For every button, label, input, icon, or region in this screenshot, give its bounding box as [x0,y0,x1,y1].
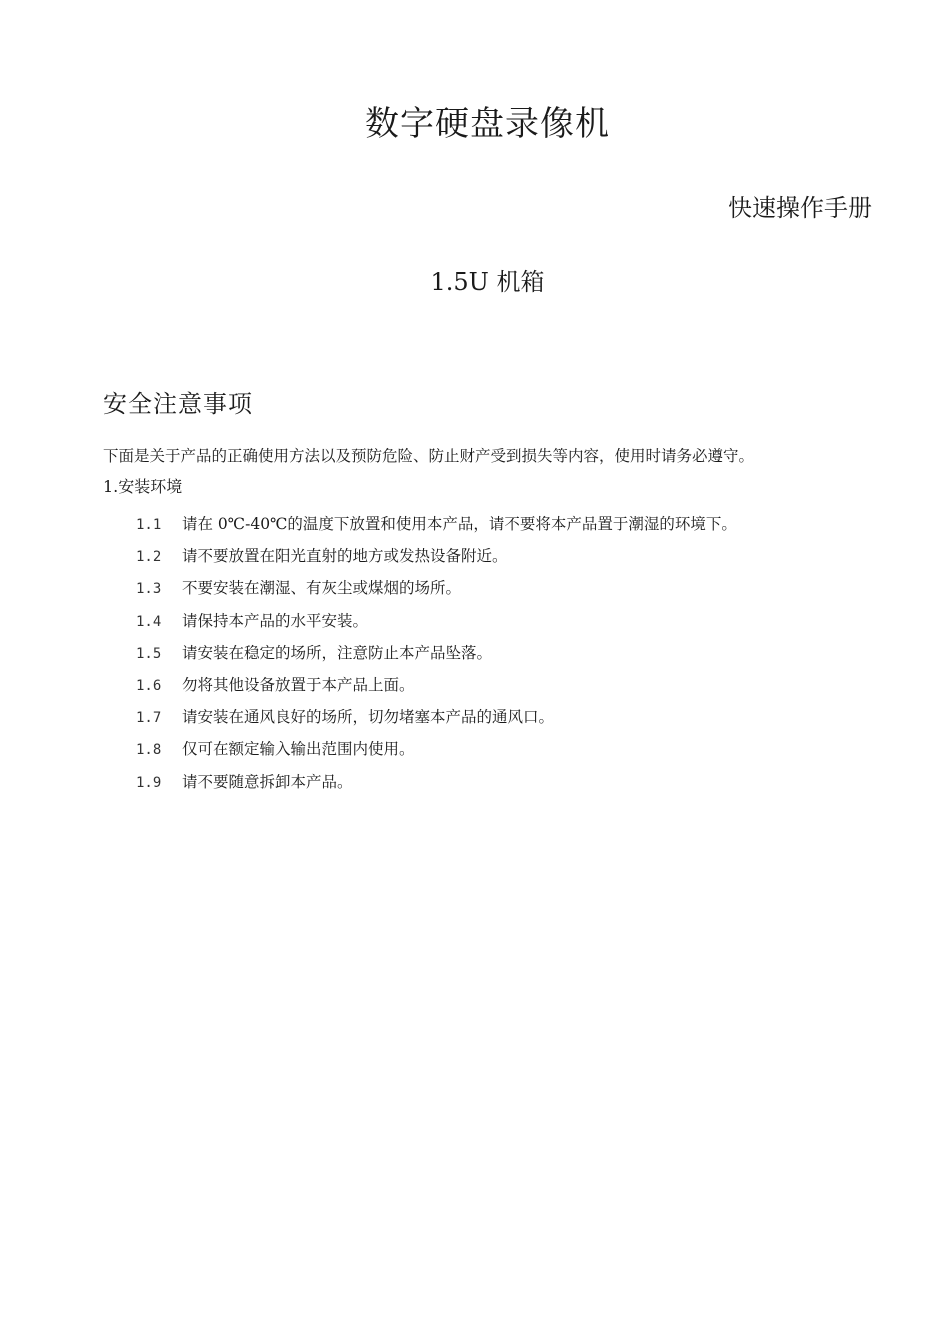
document-title: 数字硬盘录像机 [365,104,610,144]
item-text: 请保持本产品的水平安装。 [182,611,369,630]
item-number: 1.2 [136,549,162,566]
chassis-label: 1.5U 机箱 [430,268,545,296]
list-item [136,572,737,604]
item-number: 1.5 [136,645,162,662]
list-item [136,733,737,765]
list-item [136,637,737,669]
list-item [136,605,737,637]
item-text: 请安装在通风良好的场所，切勿堵塞本产品的通风口。 [182,708,555,727]
subsection-number: 1. [103,477,119,496]
safety-intro: 下面是关于产品的正确使用方法以及预防危险、防止财产受到损失等内容，使用时请务必遵守。 [103,447,755,465]
subsection-label: 安装环境 [118,477,183,496]
item-text: 请不要随意拆卸本产品。 [182,772,353,791]
safety-heading: 安全注意事项 [103,390,253,418]
item-number: 1.1 [136,517,162,533]
item-number: 1.8 [136,742,162,759]
item-number: 1.4 [136,613,162,630]
item-text: 请在 0℃-40℃的温度下放置和使用本产品，请不要将本产品置于潮湿的环境下。 [182,515,737,533]
item-text: 勿将其他设备放置于本产品上面。 [182,675,415,694]
list-item [136,669,737,701]
item-number: 1.6 [136,677,162,694]
list-item [136,540,737,572]
item-text: 请安装在稳定的场所，注意防止本产品坠落。 [182,643,493,662]
item-text: 请不要放置在阳光直射的地方或发热设备附近。 [182,547,508,566]
item-text: 仅可在额定输入输出范围内使用。 [182,740,415,759]
document-subtitle: 快速操作手册 [728,194,872,222]
list-item [136,766,737,798]
list-item [136,701,737,733]
item-number: 1.9 [136,774,162,791]
installation-items-list [136,508,737,798]
subsection-installation-environment [103,474,182,497]
item-text: 不要安装在潮湿、有灰尘或煤烟的场所。 [182,579,462,598]
item-number: 1.7 [136,710,162,727]
list-item [136,508,737,540]
item-number: 1.3 [136,581,162,598]
